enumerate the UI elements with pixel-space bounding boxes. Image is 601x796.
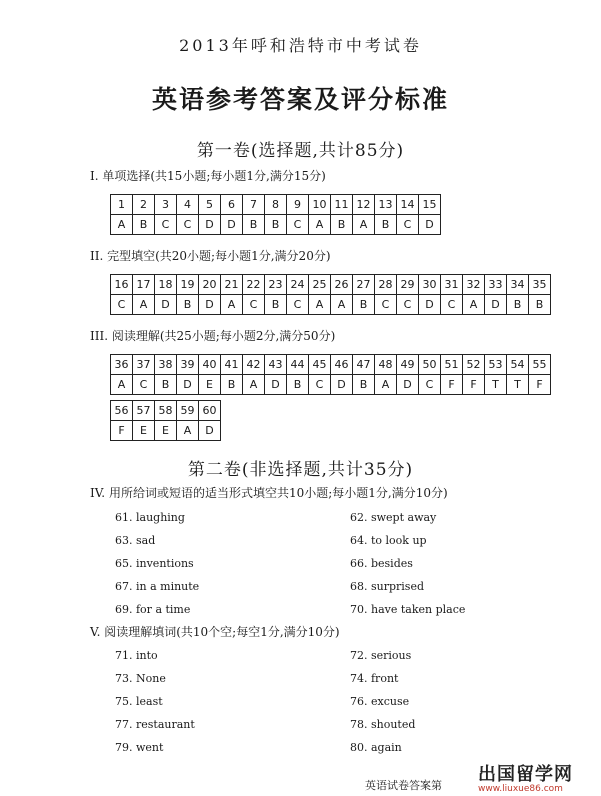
question-number-cell: 42 [243, 355, 265, 375]
question-number-cell: 45 [309, 355, 331, 375]
number-row [111, 355, 551, 375]
answer-item: 67. in a minute [115, 580, 200, 593]
answer-cell: A [133, 295, 155, 315]
answer-cell: B [529, 295, 551, 315]
question-number-cell: 53 [485, 355, 507, 375]
question-number-cell: 32 [463, 275, 485, 295]
question-number-cell: 27 [353, 275, 375, 295]
answer-cell: C [111, 295, 133, 315]
answer-cell: C [177, 215, 199, 235]
answer-cell: E [155, 421, 177, 441]
question-number-cell: 43 [265, 355, 287, 375]
watermark-logo [478, 760, 573, 794]
document-title: 英语参考答案及评分标准 [151, 85, 449, 114]
answer-row [111, 215, 441, 235]
answer-item: 79. went [115, 741, 164, 754]
number-row [111, 275, 551, 295]
answer-cell: B [177, 295, 199, 315]
answer-cell: D [199, 295, 221, 315]
question-number-cell: 23 [265, 275, 287, 295]
section-2-answer-table [110, 274, 551, 315]
question-number-cell: 50 [419, 355, 441, 375]
section-5-title: V. 阅读理解填词(共10个空;每空1分,满分10分) [90, 625, 340, 639]
answer-item: 78. shouted [350, 718, 416, 731]
answer-cell: A [221, 295, 243, 315]
answer-cell: F [463, 375, 485, 395]
answer-row [111, 295, 551, 315]
question-number-cell: 4 [177, 195, 199, 215]
answer-cell: B [155, 375, 177, 395]
question-number-cell: 18 [155, 275, 177, 295]
section-1-title: I. 单项选择(共15小题;每小题1分,满分15分) [90, 169, 326, 183]
page-footer: 英语试卷答案第 [365, 779, 442, 792]
answer-item: 71. into [115, 649, 158, 662]
question-number-cell: 29 [397, 275, 419, 295]
answer-item: 66. besides [350, 557, 413, 570]
answer-cell: C [133, 375, 155, 395]
question-number-cell: 7 [243, 195, 265, 215]
answer-item: 65. inventions [115, 557, 194, 570]
question-number-cell: 3 [155, 195, 177, 215]
answer-cell: F [529, 375, 551, 395]
question-number-cell: 11 [331, 195, 353, 215]
answer-cell: D [155, 295, 177, 315]
question-number-cell: 38 [155, 355, 177, 375]
question-number-cell: 41 [221, 355, 243, 375]
question-number-cell: 22 [243, 275, 265, 295]
answer-cell: B [507, 295, 529, 315]
answer-item: 73. None [115, 672, 166, 685]
answer-item: 76. excuse [350, 695, 410, 708]
question-number-cell: 14 [397, 195, 419, 215]
answer-item: 70. have taken place [350, 603, 466, 616]
answer-cell: C [287, 215, 309, 235]
answer-cell: B [243, 215, 265, 235]
answer-cell: C [397, 295, 419, 315]
question-number-cell: 46 [331, 355, 353, 375]
answer-cell: B [265, 295, 287, 315]
watermark-name: 出国留学网 [478, 764, 573, 785]
answer-cell: A [243, 375, 265, 395]
answer-cell: C [375, 295, 397, 315]
answer-cell: D [419, 295, 441, 315]
answer-cell: A [309, 295, 331, 315]
question-number-cell: 2 [133, 195, 155, 215]
question-number-cell: 58 [155, 401, 177, 421]
question-number-cell: 40 [199, 355, 221, 375]
question-number-cell: 12 [353, 195, 375, 215]
answer-cell: T [485, 375, 507, 395]
question-number-cell: 55 [529, 355, 551, 375]
question-number-cell: 44 [287, 355, 309, 375]
question-number-cell: 10 [309, 195, 331, 215]
question-number-cell: 16 [111, 275, 133, 295]
exam-title: 2013年呼和浩特市中考试卷 [179, 36, 422, 55]
question-number-cell: 47 [353, 355, 375, 375]
answer-cell: A [111, 215, 133, 235]
answer-cell: D [265, 375, 287, 395]
answer-cell: C [287, 295, 309, 315]
answer-cell: B [353, 295, 375, 315]
question-number-cell: 54 [507, 355, 529, 375]
question-number-cell: 51 [441, 355, 463, 375]
answer-cell: A [375, 375, 397, 395]
answer-cell: B [331, 215, 353, 235]
answer-item: 72. serious [350, 649, 412, 662]
answer-row [111, 421, 221, 441]
part-two-title: 第二卷(非选择题,共计35分) [187, 460, 414, 480]
answer-item: 74. front [350, 672, 399, 685]
answer-cell: D [419, 215, 441, 235]
question-number-cell: 37 [133, 355, 155, 375]
question-number-cell: 19 [177, 275, 199, 295]
question-number-cell: 52 [463, 355, 485, 375]
question-number-cell: 36 [111, 355, 133, 375]
section-2-title: II. 完型填空(共20小题;每小题1分,满分20分) [90, 249, 331, 263]
answer-cell: A [463, 295, 485, 315]
answer-item: 77. restaurant [115, 718, 195, 731]
section-3-answer-table-continued [110, 400, 221, 441]
answer-cell: C [243, 295, 265, 315]
answer-item: 63. sad [115, 534, 156, 547]
section-1-answer-table [110, 194, 441, 235]
answer-cell: B [375, 215, 397, 235]
answer-cell: D [177, 375, 199, 395]
question-number-cell: 5 [199, 195, 221, 215]
answer-cell: E [199, 375, 221, 395]
answer-item: 64. to look up [350, 534, 427, 547]
answer-item: 75. least [115, 695, 163, 708]
answer-item: 80. again [350, 741, 402, 754]
section-3-answer-table [110, 354, 551, 395]
question-number-cell: 28 [375, 275, 397, 295]
answer-cell: A [309, 215, 331, 235]
question-number-cell: 8 [265, 195, 287, 215]
answer-cell: D [199, 421, 221, 441]
answer-cell: F [111, 421, 133, 441]
question-number-cell: 25 [309, 275, 331, 295]
answer-cell: A [331, 295, 353, 315]
answer-cell: T [507, 375, 529, 395]
question-number-cell: 30 [419, 275, 441, 295]
answer-cell: B [265, 215, 287, 235]
answer-cell: D [199, 215, 221, 235]
question-number-cell: 48 [375, 355, 397, 375]
question-number-cell: 17 [133, 275, 155, 295]
answer-cell: D [397, 375, 419, 395]
answer-item: 69. for a time [115, 603, 191, 616]
number-row [111, 195, 441, 215]
question-number-cell: 33 [485, 275, 507, 295]
question-number-cell: 21 [221, 275, 243, 295]
answer-cell: F [441, 375, 463, 395]
question-number-cell: 35 [529, 275, 551, 295]
answer-cell: C [309, 375, 331, 395]
answer-cell: B [353, 375, 375, 395]
question-number-cell: 9 [287, 195, 309, 215]
answer-cell: C [397, 215, 419, 235]
question-number-cell: 49 [397, 355, 419, 375]
answer-cell: C [155, 215, 177, 235]
question-number-cell: 57 [133, 401, 155, 421]
watermark-url: www.liuxue86.com [478, 784, 563, 794]
answer-item: 62. swept away [350, 511, 437, 524]
answer-cell: C [419, 375, 441, 395]
answer-row [111, 375, 551, 395]
section-3-title: III. 阅读理解(共25小题;每小题2分,满分50分) [90, 329, 336, 343]
question-number-cell: 26 [331, 275, 353, 295]
question-number-cell: 59 [177, 401, 199, 421]
question-number-cell: 60 [199, 401, 221, 421]
question-number-cell: 34 [507, 275, 529, 295]
answer-item: 61. laughing [115, 511, 185, 524]
answer-cell: A [111, 375, 133, 395]
answer-cell: D [485, 295, 507, 315]
question-number-cell: 20 [199, 275, 221, 295]
answer-item: 68. surprised [350, 580, 424, 593]
question-number-cell: 1 [111, 195, 133, 215]
question-number-cell: 24 [287, 275, 309, 295]
answer-cell: B [287, 375, 309, 395]
answer-cell: B [221, 375, 243, 395]
question-number-cell: 39 [177, 355, 199, 375]
answer-cell: E [133, 421, 155, 441]
question-number-cell: 6 [221, 195, 243, 215]
question-number-cell: 56 [111, 401, 133, 421]
answer-cell: C [441, 295, 463, 315]
answer-cell: B [133, 215, 155, 235]
answer-cell: A [353, 215, 375, 235]
section-4-title: IV. 用所给词或短语的适当形式填空共10小题;每小题1分,满分10分) [90, 486, 448, 500]
number-row [111, 401, 221, 421]
question-number-cell: 15 [419, 195, 441, 215]
answer-cell: D [331, 375, 353, 395]
question-number-cell: 13 [375, 195, 397, 215]
question-number-cell: 31 [441, 275, 463, 295]
answer-cell: D [221, 215, 243, 235]
answer-cell: A [177, 421, 199, 441]
part-one-title: 第一卷(选择题,共计85分) [196, 141, 405, 161]
